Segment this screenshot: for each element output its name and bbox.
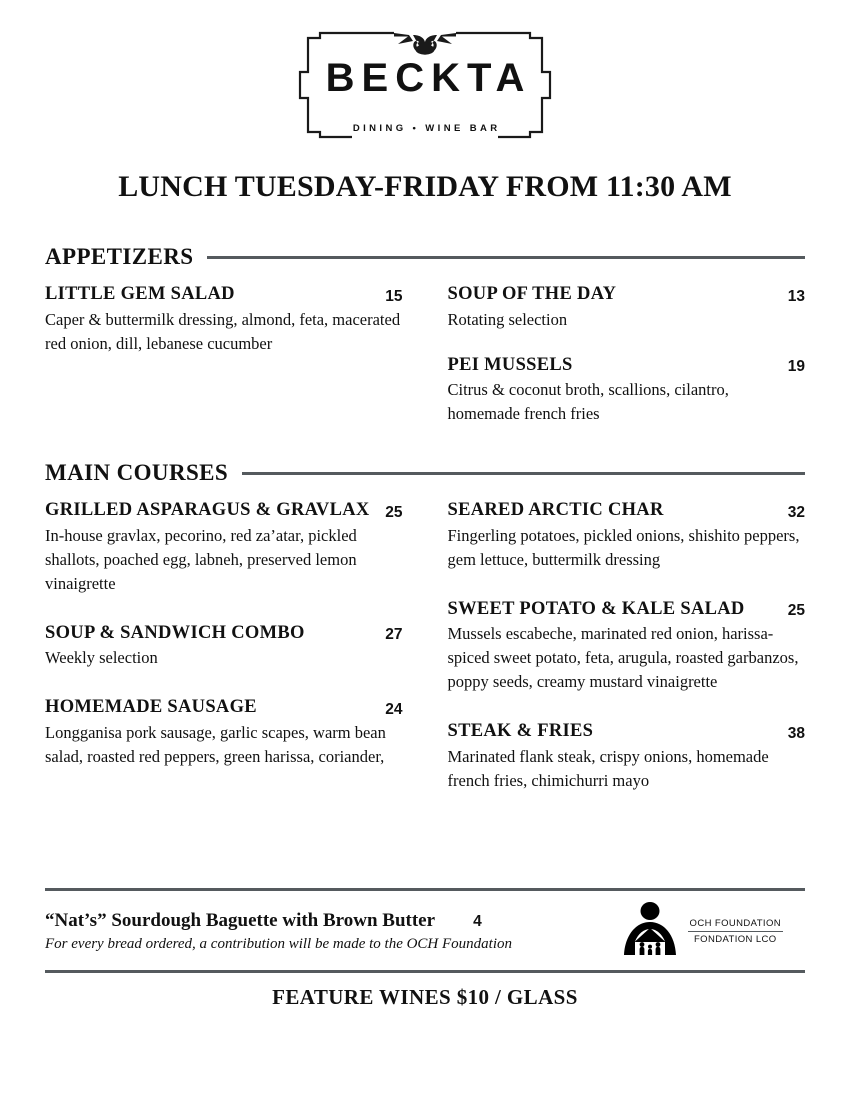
- menu-item-header: [448, 720, 806, 744]
- menu-item: [45, 622, 403, 671]
- menu-item-header: [45, 696, 403, 720]
- menu-item-description: Weekly selection: [45, 648, 158, 668]
- bread-line: [45, 910, 619, 932]
- appetizers-right-column: [448, 283, 806, 426]
- menu-item-header: [45, 622, 403, 646]
- menu-item-description: Fingerling potatoes, pickled onions, shishito peppers, gem lettuce, buttermilk dressing: [447, 525, 800, 569]
- section-title: APPETIZERS: [45, 244, 194, 269]
- menu-item-header: [448, 354, 806, 378]
- bread-name: “Nat’s” Sourdough Baguette with Brown Butter: [45, 909, 436, 931]
- section-title: MAIN COURSES: [45, 460, 229, 486]
- section-appetizers: [45, 244, 805, 426]
- section-divider: [207, 256, 805, 259]
- menu-item-price: 27: [385, 626, 403, 644]
- menu-item-description: In-house gravlax, pecorino, red za’atar, pickled shallots, poached egg, labneh, preserved lemon vinaigrette: [45, 525, 357, 593]
- menu-item: [45, 283, 403, 356]
- page-title: LUNCH TUESDAY-FRIDAY FROM 11:30 AM: [118, 170, 732, 203]
- main-courses-left-column: [45, 499, 403, 792]
- main-courses-right-column: [448, 499, 806, 792]
- menu-item-price: 24: [385, 700, 403, 718]
- logo-wordmark: BECKTA: [325, 56, 532, 100]
- menu-item-description: Caper & buttermilk dressing, almond, feta, macerated red onion, dill, lebanese cucumber: [45, 309, 401, 353]
- section-header-main-courses: [45, 460, 805, 486]
- menu-item-name: LITTLE GEM SALAD: [45, 284, 235, 304]
- flourish-ornament-icon: [394, 33, 456, 55]
- menu-item-price: 25: [385, 503, 403, 521]
- menu-item-name: PEI MUSSELS: [447, 354, 573, 375]
- appetizers-columns: [45, 283, 805, 426]
- menu-item-description: Mussels escabeche, marinated red onion, harissa-spiced sweet potato, feta, arugula, roasted garbanzos, poppy seeds, creamy mustard vinaigrette: [447, 624, 799, 692]
- menu-item: [448, 720, 806, 793]
- menu-item-price: 25: [787, 602, 805, 620]
- menu-item-header: [448, 598, 806, 622]
- menu-item-description: Marinated flank steak, crispy onions, homemade french fries, chimichurri mayo: [447, 746, 769, 790]
- menu-item-description: Longganisa pork sausage, garlic scapes, warm bean salad, roasted red peppers, green harissa, coriander,: [45, 722, 386, 766]
- bread-note: For every bread ordered, a contribution will be made to the OCH Foundation: [45, 935, 513, 952]
- menu-item-header: [45, 283, 403, 307]
- main-courses-columns: [45, 499, 805, 792]
- section-header-appetizers: [45, 244, 805, 270]
- och-foundation-text: [688, 918, 783, 945]
- menu-item-price: 38: [787, 724, 805, 742]
- footer-bottom-divider: [45, 970, 805, 973]
- logo-tagline: DINING • WINE BAR: [352, 123, 501, 134]
- menu-item-name: HOMEMADE SAUSAGE: [45, 697, 257, 718]
- menu-item: [448, 499, 806, 572]
- menu-item-header: [448, 283, 806, 307]
- menu-item-header: [448, 499, 806, 523]
- bread-price: 4: [473, 912, 482, 930]
- bread-text-block: [45, 910, 619, 953]
- menu-item-name: GRILLED ASPARAGUS & GRAVLAX: [45, 500, 370, 521]
- section-divider: [242, 472, 805, 475]
- menu-item-header: [45, 499, 403, 523]
- menu-item-price: 13: [787, 287, 805, 305]
- och-line-english: OCH FOUNDATION: [689, 917, 781, 929]
- menu-item-name: SOUP & SANDWICH COMBO: [45, 622, 305, 643]
- footer-content: [45, 891, 805, 970]
- menu-item: [448, 354, 806, 427]
- menu-item-name: SOUP OF THE DAY: [447, 284, 617, 304]
- menu-item-description: Rotating selection: [447, 309, 568, 329]
- menu-item-name: STEAK & FRIES: [447, 721, 594, 742]
- menu-item-price: 32: [787, 503, 805, 521]
- beckta-logo: [290, 30, 560, 140]
- footer-bread-section: [45, 888, 805, 973]
- appetizers-left-column: [45, 283, 403, 426]
- och-line-french: FONDATION LCO: [693, 933, 777, 945]
- menu-item: [45, 696, 403, 769]
- och-foundation-logo: [619, 902, 805, 960]
- section-main-courses: [45, 460, 805, 792]
- menu-item: [448, 598, 806, 694]
- och-family-house-icon: [619, 902, 681, 960]
- menu-item-price: 19: [787, 358, 805, 376]
- brand-logo-block: [45, 0, 805, 140]
- menu-item: [45, 499, 403, 595]
- menu-item-name: SEARED ARCTIC CHAR: [447, 500, 664, 521]
- menu-item-name: SWEET POTATO & KALE SALAD: [447, 598, 745, 619]
- menu-item-description: Citrus & coconut broth, scallions, cilantro, homemade french fries: [447, 380, 729, 424]
- menu-item: [448, 283, 806, 332]
- feature-wines-line: FEATURE WINES $10 / GLASS: [272, 985, 578, 1009]
- menu-item-price: 15: [385, 287, 403, 305]
